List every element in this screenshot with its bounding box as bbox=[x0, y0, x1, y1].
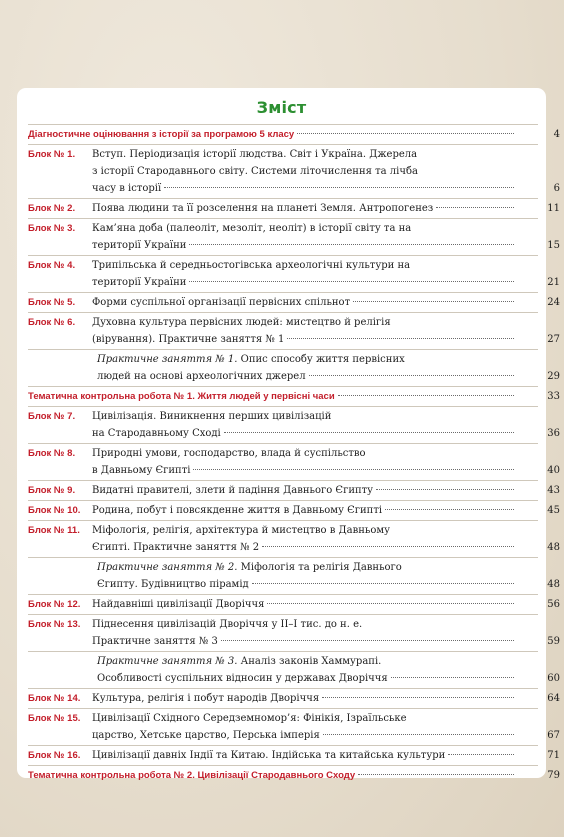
dot-leader bbox=[391, 677, 514, 678]
practical-label: Практичне заняття № 2. bbox=[97, 562, 238, 573]
toc-entry[interactable] bbox=[17, 747, 560, 764]
dot-leader bbox=[267, 603, 514, 604]
page-number: 48 bbox=[547, 579, 560, 590]
entry-text: часу в історії bbox=[92, 183, 162, 194]
page-number: 24 bbox=[547, 297, 560, 308]
entry-text: Вступ. Періодизація історії людства. Світ і Україна. Джерела bbox=[92, 149, 418, 160]
entry-text: Тематична контрольна робота № 1. Життя людей у первісні часи bbox=[28, 391, 335, 402]
practical-label: Практичне заняття № 1. bbox=[97, 354, 238, 365]
page-number: 43 bbox=[547, 485, 560, 496]
entry-divider bbox=[28, 292, 538, 293]
entry-text: території України bbox=[92, 277, 187, 288]
toc-entry[interactable] bbox=[17, 596, 560, 613]
toc-entry[interactable] bbox=[17, 522, 560, 556]
page-number: 40 bbox=[547, 465, 560, 476]
entry-text: Аналіз законів Хаммурапі. bbox=[237, 656, 382, 667]
toc-entry[interactable] bbox=[17, 314, 560, 348]
dot-leader bbox=[353, 301, 514, 302]
entry-text: Тематична контрольна робота № 2. Цивілізації Стародавнього Сходу bbox=[28, 770, 356, 781]
toc-entry[interactable] bbox=[17, 445, 560, 479]
entry-divider bbox=[28, 124, 538, 125]
entry-text: Опис способу життя первісних bbox=[237, 354, 405, 365]
entry-divider bbox=[28, 386, 538, 387]
page-title: Зміст bbox=[256, 98, 307, 117]
dot-leader bbox=[376, 489, 514, 490]
entry-divider bbox=[28, 745, 538, 746]
page-number: 27 bbox=[547, 334, 560, 345]
entry-text: Найдавніші цивілізації Дворіччя bbox=[92, 599, 265, 610]
block-label: Блок № 7. bbox=[28, 411, 76, 422]
dot-leader bbox=[309, 375, 514, 376]
entry-divider bbox=[28, 614, 538, 615]
block-label: Блок № 15. bbox=[28, 713, 81, 724]
entry-text: Форми суспільної організації первісних спільнот bbox=[92, 297, 351, 308]
entry-text: з історії Стародавнього світу. Системи літочислення та лічба bbox=[92, 166, 418, 177]
page-number: 6 bbox=[553, 183, 560, 194]
entry-text: Практичне заняття № 3 bbox=[92, 636, 218, 647]
toc-entry[interactable] bbox=[17, 388, 560, 405]
entry-divider bbox=[28, 480, 538, 481]
toc-entry[interactable] bbox=[17, 653, 560, 687]
toc-entry[interactable] bbox=[17, 690, 560, 707]
entry-text: людей на основі археологічних джерел bbox=[97, 371, 306, 382]
dot-leader bbox=[323, 734, 514, 735]
toc-entry[interactable] bbox=[17, 146, 560, 197]
page-number: 64 bbox=[547, 693, 560, 704]
page-number: 59 bbox=[547, 636, 560, 647]
page-number: 33 bbox=[547, 391, 560, 402]
page-number: 36 bbox=[547, 428, 560, 439]
block-label: Блок № 2. bbox=[28, 203, 76, 214]
page-number: 60 bbox=[547, 673, 560, 684]
block-label: Блок № 8. bbox=[28, 448, 76, 459]
dot-leader bbox=[385, 509, 514, 510]
entry-text: на Стародавньому Сході bbox=[92, 428, 221, 439]
block-label: Блок № 1. bbox=[28, 149, 76, 160]
entry-text: території України bbox=[92, 240, 187, 251]
page-number: 11 bbox=[547, 203, 560, 214]
block-label: Блок № 5. bbox=[28, 297, 76, 308]
entry-divider bbox=[28, 594, 538, 595]
entry-divider bbox=[28, 651, 538, 652]
dot-leader bbox=[193, 469, 514, 470]
dot-leader bbox=[262, 546, 514, 547]
page-number: 56 bbox=[547, 599, 560, 610]
entry-divider bbox=[28, 520, 538, 521]
entry-divider bbox=[28, 218, 538, 219]
page-number: 45 bbox=[547, 505, 560, 516]
toc-entry[interactable] bbox=[17, 126, 560, 143]
entry-divider bbox=[28, 349, 538, 350]
toc-entry[interactable] bbox=[17, 351, 560, 385]
entry-text: царство, Хетське царство, Перська імперія bbox=[92, 730, 320, 741]
dot-leader bbox=[287, 338, 514, 339]
entry-text: Цивілізації Східного Середземномор’я: Фінікія, Ізраїльське bbox=[92, 713, 407, 724]
entry-text: Родина, побут і повсякденне життя в Давньому Єгипті bbox=[92, 505, 383, 516]
entry-text: Єгипту. Будівництво пірамід bbox=[97, 579, 249, 590]
toc-entry[interactable] bbox=[17, 257, 560, 291]
dot-leader bbox=[189, 244, 514, 245]
entry-divider bbox=[28, 708, 538, 709]
page-number: 21 bbox=[547, 277, 560, 288]
block-label: Блок № 12. bbox=[28, 599, 81, 610]
entry-divider bbox=[28, 557, 538, 558]
entry-text: (вірування). Практичне заняття № 1 bbox=[92, 334, 285, 345]
block-label: Блок № 6. bbox=[28, 317, 76, 328]
block-label: Блок № 16. bbox=[28, 750, 81, 761]
toc-entry[interactable] bbox=[17, 200, 560, 217]
entry-text: Поява людини та її розселення на планеті Земля. Антропогенез bbox=[92, 203, 434, 214]
entry-text: Духовна культура первісних людей: мистецтво й релігія bbox=[92, 317, 391, 328]
entry-divider bbox=[28, 406, 538, 407]
toc-entry[interactable] bbox=[17, 616, 560, 650]
toc-entry[interactable] bbox=[17, 502, 560, 519]
entry-divider bbox=[28, 198, 538, 199]
toc-entry[interactable] bbox=[17, 482, 560, 499]
entry-text: Цивілізації давніх Індії та Китаю. Індійська та китайська культури bbox=[92, 750, 446, 761]
dot-leader bbox=[297, 133, 514, 134]
block-label: Блок № 3. bbox=[28, 223, 76, 234]
entry-divider bbox=[28, 312, 538, 313]
entry-text: Єгипті. Практичне заняття № 2 bbox=[92, 542, 260, 553]
dot-leader bbox=[448, 754, 514, 755]
toc-entry[interactable] bbox=[17, 710, 560, 744]
entry-text: Особливості суспільних відносин у державах Дворіччя bbox=[97, 673, 388, 684]
entry-divider bbox=[28, 443, 538, 444]
entry-text: Міфологія та релігія Давнього bbox=[237, 562, 402, 573]
entry-text: Культура, релігія і побут народів Дворіччя bbox=[92, 693, 320, 704]
entry-text: в Давньому Єгипті bbox=[92, 465, 191, 476]
dot-leader bbox=[252, 583, 514, 584]
toc-entry[interactable] bbox=[17, 559, 560, 593]
block-label: Блок № 14. bbox=[28, 693, 81, 704]
entry-divider bbox=[28, 688, 538, 689]
entry-text: Піднесення цивілізацій Дворіччя у II–І тис. до н. е. bbox=[92, 619, 363, 630]
block-label: Блок № 10. bbox=[28, 505, 81, 516]
dot-leader bbox=[436, 207, 514, 208]
dot-leader bbox=[224, 432, 514, 433]
dot-leader bbox=[322, 697, 514, 698]
entry-divider bbox=[28, 765, 538, 766]
entry-text: Природні умови, господарство, влада й суспільство bbox=[92, 448, 366, 459]
entry-text: Міфологія, релігія, архітектура й мистецтво в Давньому bbox=[92, 525, 391, 536]
page-number: 71 bbox=[547, 750, 560, 761]
block-label: Блок № 13. bbox=[28, 619, 81, 630]
block-label: Блок № 9. bbox=[28, 485, 76, 496]
page-number: 15 bbox=[547, 240, 560, 251]
toc-entry[interactable] bbox=[17, 767, 560, 784]
page-number: 4 bbox=[553, 129, 560, 140]
entry-divider bbox=[28, 255, 538, 256]
entry-text: Трипільська й середньостогівська археологічні культури на bbox=[92, 260, 411, 271]
dot-leader bbox=[338, 395, 514, 396]
entry-text: Діагностичне оцінювання з історії за програмою 5 класу bbox=[28, 129, 295, 140]
page-number: 79 bbox=[547, 770, 560, 781]
entry-text: Кам’яна доба (палеоліт, мезоліт, неоліт) в історії світу та на bbox=[92, 223, 412, 234]
dot-leader bbox=[189, 281, 514, 282]
entry-text: Видатні правителі, злети й падіння Давнього Єгипту bbox=[92, 485, 374, 496]
dot-leader bbox=[358, 774, 514, 775]
entry-divider bbox=[28, 500, 538, 501]
entry-divider bbox=[28, 144, 538, 145]
toc-entry[interactable] bbox=[17, 408, 560, 442]
page-number: 29 bbox=[547, 371, 560, 382]
dot-leader bbox=[164, 187, 514, 188]
practical-label: Практичне заняття № 3. bbox=[97, 656, 238, 667]
toc-entry[interactable] bbox=[17, 294, 560, 311]
toc-entry[interactable] bbox=[17, 220, 560, 254]
table-of-contents bbox=[17, 88, 560, 781]
page-number: 48 bbox=[547, 542, 560, 553]
block-label: Блок № 11. bbox=[28, 525, 80, 536]
page-number: 67 bbox=[547, 730, 560, 741]
block-label: Блок № 4. bbox=[28, 260, 76, 271]
entry-text: Цивілізація. Виникнення перших цивілізацій bbox=[92, 411, 332, 422]
dot-leader bbox=[221, 640, 514, 641]
